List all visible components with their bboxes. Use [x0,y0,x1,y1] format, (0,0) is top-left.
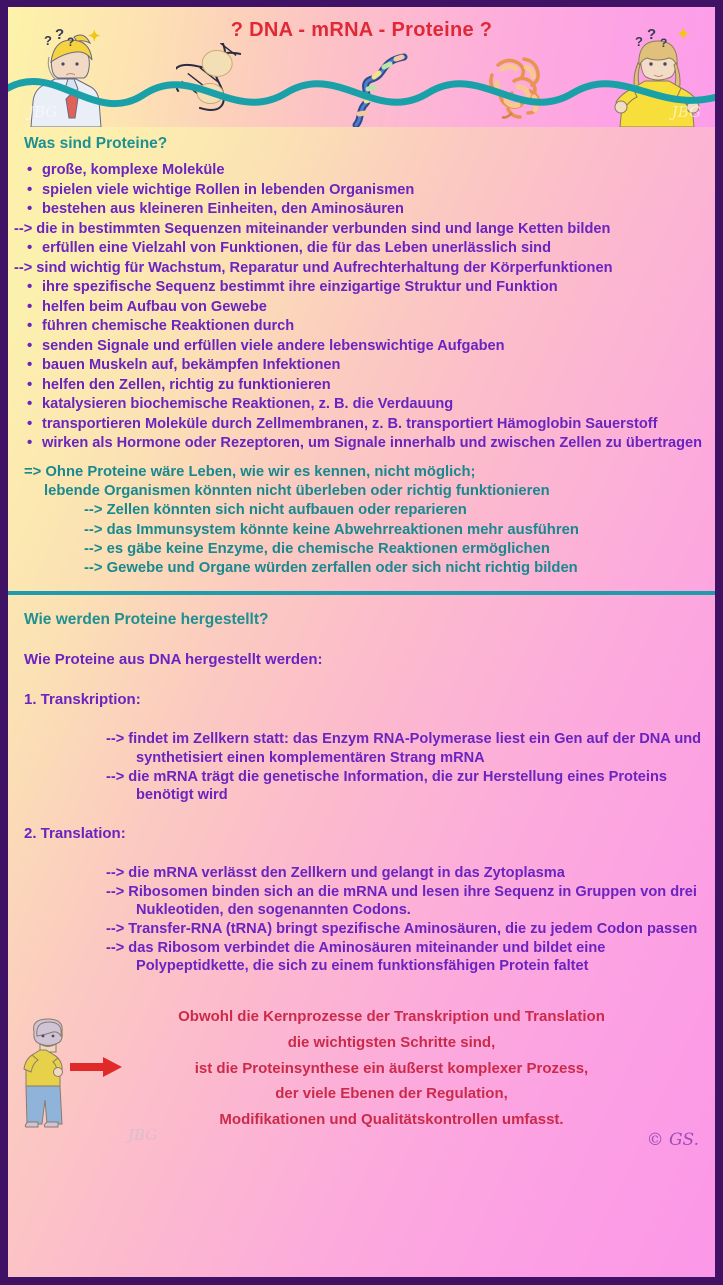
svg-text:✦: ✦ [88,28,101,45]
header-banner [8,7,715,127]
step-2-line-4: --> das Ribosom verbindet die Aminosäuren miteinander und bildet eine Polypeptidkette, die sich zu einem funktionsfähigen Protein faltet [106,939,606,975]
svg-text:?: ? [67,35,75,49]
svg-text:?: ? [635,34,643,49]
step-2-title: 2. Translation: [24,825,126,843]
list-item: • senden Signale und erfüllen viele andere lebenswichtige Aufgaben [24,337,705,356]
list-item: • ihre spezifische Sequenz bestimmt ihre einzigartige Struktur und Funktion [24,278,705,297]
copyright-notice: © GS. [646,1130,699,1151]
footer-text-block [24,1004,699,1133]
list-item: • bestehen aus kleineren Einheiten, den Aminosäuren [24,200,705,219]
step-2-line-2: --> Ribosomen binden sich an die mRNA und lesen ihre Sequenz in Gruppen von drei Nukleotiden, den sogenannten Codons. [106,883,697,919]
protein-properties-list [14,161,705,453]
conclusion-sub-2: --> das Immunsystem könnte keine Abwehrreaktionen mehr ausführen [84,521,579,538]
list-item: • helfen den Zellen, richtig zu funktionieren [24,376,705,395]
svg-text:?: ? [660,36,668,50]
step-2-line-1: --> die mRNA verlässt den Zellkern und gelangt in das Zytoplasma [106,865,565,882]
footer-line-5: Modifikationen und Qualitätskontrollen umfasst. [219,1111,564,1129]
list-item: • große, komplexe Moleküle [24,161,705,180]
section2-subheading: Wie Proteine aus DNA hergestellt werden: [24,651,323,669]
list-item: • spielen viele wichtige Rollen in lebenden Organismen [24,181,705,200]
svg-text:?: ? [647,26,657,43]
list-item-sub: • --> die in bestimmten Sequenzen miteinander verbunden sind und lange Ketten bilden [24,220,705,239]
watermark-bottom: JBG [128,1126,158,1145]
svg-text:?: ? [55,26,65,43]
footer-line-2: die wichtigsten Schritte sind, [287,1033,496,1051]
footer-line-1: Obwohl die Kernprozesse der Transkription und Translation [178,1008,605,1026]
section-how-proteins-made [8,595,715,976]
teal-wave-line [8,69,715,127]
watermark-right: JBG [671,103,701,121]
svg-text:✦: ✦ [677,26,690,43]
conclusion-sub-4: --> Gewebe und Organe würden zerfallen oder sich nicht richtig bilden [84,560,578,577]
poster-inner [8,7,715,1277]
spacer [24,805,705,825]
step-2-line-3: --> Transfer-RNA (tRNA) bringt spezifische Aminosäuren, die zu jedem Codon passen [106,921,698,938]
page-title: ? DNA - mRNA - Proteine ? [230,19,493,41]
step-1-line-2: --> die mRNA trägt die genetische Information, die zur Herstellung eines Proteins benötigt wird [106,768,668,804]
list-item: • wirken als Hormone oder Rezeptoren, um Signale innerhalb und zwischen Zellen zu übertragen [24,434,705,453]
conclusion-sub-1: --> Zellen könnten sich nicht aufbauen oder reparieren [84,502,467,519]
list-item: • transportieren Moleküle durch Zellmembranen, z. B. transportiert Hämoglobin Sauerstoff [24,415,705,434]
step-1-line-1: --> findet im Zellkern statt: das Enzym RNA-Polymerase liest ein Gen auf der DNA und synthetisiert einen komplementären Strang mRNA [106,731,702,767]
list-item: • helfen beim Aufbau von Gewebe [24,298,705,317]
section1-conclusion [24,463,705,578]
conclusion-line-1: => Ohne Proteine wäre Leben, wie wir es kennen, nicht möglich; [24,463,476,480]
list-item-sub: • --> sind wichtig für Wachstum, Reparatur und Aufrechterhaltung der Körperfunktionen [24,259,705,278]
list-item: • katalysieren biochemische Reaktionen, z. B. die Verdauung [24,395,705,414]
footer-line-4: der viele Ebenen der Regulation, [275,1085,508,1103]
list-item: • bauen Muskeln auf, bekämpfen Infektionen [24,356,705,375]
footer-summary [8,994,715,1156]
red-arrow-icon [70,1056,122,1078]
section1-heading: Was sind Proteine? [24,135,168,152]
section-what-are-proteins [8,127,715,580]
list-item: • führen chemische Reaktionen durch [24,317,705,336]
list-item: • erfüllen eine Vielzahl von Funktionen, die für das Leben unerlässlich sind [24,239,705,258]
step-1-title: 1. Transkription: [24,691,141,709]
watermark-left: JBG [28,103,58,121]
section2-heading: Wie werden Proteine hergestellt? [24,611,269,629]
conclusion-sub-3: --> es gäbe keine Enzyme, die chemische Reaktionen ermöglichen [84,540,550,557]
conclusion-line-2: lebende Organismen könnten nicht überleben oder richtig funktionieren [44,483,550,500]
footer-line-3: ist die Proteinsynthese ein äußerst komplexer Prozess, [194,1059,589,1077]
svg-text:?: ? [44,33,52,48]
